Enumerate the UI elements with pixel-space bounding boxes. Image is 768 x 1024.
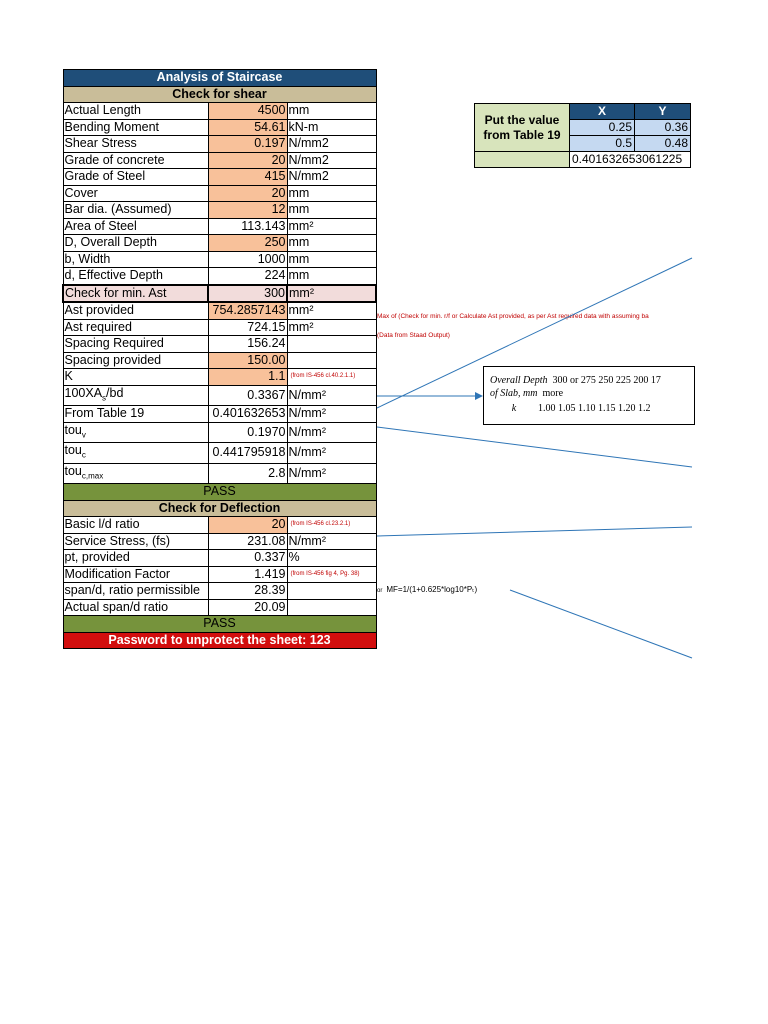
row-label: Ast provided xyxy=(63,302,208,319)
unit-cell: kN-m xyxy=(287,119,376,136)
mod-factor-cell[interactable]: 1.419 xyxy=(208,566,287,583)
k-reference-note: (from IS-456 cl.40.2.1.1) xyxy=(290,373,356,380)
unit-cell: N/mm2 xyxy=(287,169,376,186)
tou-c-cell[interactable]: 0.441795918 xyxy=(208,443,287,464)
unit-cell: mm² xyxy=(287,218,376,235)
unit-cell: mm xyxy=(287,268,376,285)
shear-pass-status: PASS xyxy=(63,484,376,501)
row-label: K xyxy=(63,369,208,386)
pt-label: 100XA xyxy=(64,385,103,400)
grade-steel-cell[interactable]: 415 xyxy=(208,169,287,186)
y-value-cell[interactable]: 0.48 xyxy=(635,136,691,152)
tou-v-cell[interactable]: 0.1970 xyxy=(208,422,287,443)
span-permissible-cell[interactable]: 28.39 xyxy=(208,583,287,600)
row-label: Bar dia. (Assumed) xyxy=(63,202,208,219)
y-value-cell[interactable]: 0.36 xyxy=(635,120,691,136)
service-stress-cell[interactable]: 231.08 xyxy=(208,533,287,550)
ast-note: Max of (Check for min. r/f or Calculate Ast provided, as per Ast required data with assuming ba xyxy=(377,313,649,320)
bar-dia-cell[interactable]: 12 xyxy=(208,202,287,219)
unit-cell: N/mm² xyxy=(287,443,376,464)
pt-label-tail: /bd xyxy=(106,385,124,400)
spacing-required-cell[interactable]: 156.24 xyxy=(208,336,287,353)
unit-cell: N/mm² xyxy=(287,463,376,484)
table19-label: Put the value from Table 19 xyxy=(475,104,570,152)
unit-cell: N/mm² xyxy=(287,533,376,550)
basic-ld-cell[interactable]: 20 xyxy=(208,517,287,534)
ref-row3-head: k xyxy=(511,403,517,414)
area-steel-cell[interactable]: 113.143 xyxy=(208,218,287,235)
tou-cmax-label: tou xyxy=(64,463,82,478)
pt-label-sub: s xyxy=(102,393,107,402)
table19-result-cell[interactable]: 0.401632653061225 xyxy=(570,152,691,168)
unit-cell: N/mm² xyxy=(287,406,376,423)
tou-cmax-cell[interactable]: 2.8 xyxy=(208,463,287,484)
ast-required-cell[interactable]: 724.15 xyxy=(208,319,287,336)
table19-value-cell[interactable]: 0.401632653 xyxy=(208,406,287,423)
pt-cell[interactable]: 0.3367 xyxy=(208,385,287,406)
row-label: Service Stress, (fs) xyxy=(63,533,208,550)
tou-v-label: tou xyxy=(64,422,82,437)
y-header: Y xyxy=(635,104,691,120)
row-label: Modification Factor xyxy=(63,566,208,583)
row-label: Grade of Steel xyxy=(63,169,208,186)
row-label: span/d, ratio permissible xyxy=(63,583,208,600)
row-label: d, Effective Depth xyxy=(63,268,208,285)
deflection-pass-status: PASS xyxy=(63,616,376,633)
unit-cell: N/mm² xyxy=(287,422,376,443)
unit-cell: mm xyxy=(287,251,376,268)
ref-row2-vals: more xyxy=(542,388,564,399)
ast-provided-cell[interactable]: 754.2857143 xyxy=(208,302,287,319)
unit-cell: mm² xyxy=(287,302,376,319)
row-label: D, Overall Depth xyxy=(63,235,208,252)
unit-cell: mm² xyxy=(287,285,376,303)
sheet-title: Analysis of Staircase xyxy=(63,70,376,87)
row-label: Cover xyxy=(63,185,208,202)
row-label: Actual span/d ratio xyxy=(63,599,208,616)
shear-section-header: Check for shear xyxy=(63,86,376,103)
row-label: From Table 19 xyxy=(63,406,208,423)
ld-reference-note: (from IS-456 cl.23.2.1) xyxy=(290,521,351,528)
unit-cell: mm xyxy=(287,103,376,120)
unit-cell: mm xyxy=(287,202,376,219)
unit-cell: N/mm2 xyxy=(287,136,376,153)
k-cell[interactable]: 1.1 xyxy=(208,369,287,386)
ref-row3-vals: 1.00 1.05 1.10 1.15 1.20 1.2 xyxy=(538,403,651,414)
row-label: Actual Length xyxy=(63,103,208,120)
grade-concrete-cell[interactable]: 20 xyxy=(208,152,287,169)
min-ast-cell[interactable]: 300 xyxy=(208,285,287,303)
effective-depth-cell[interactable]: 224 xyxy=(208,268,287,285)
span-actual-cell[interactable]: 20.09 xyxy=(208,599,287,616)
mf-reference-note: (from IS-456 fig 4, Pg. 38) xyxy=(290,570,360,577)
connector-line-table19 xyxy=(377,427,692,467)
tou-c-label: tou xyxy=(64,443,82,457)
row-label: Ast required xyxy=(63,319,208,336)
tou-cmax-sub: c,max xyxy=(81,471,104,480)
x-value-cell[interactable]: 0.25 xyxy=(570,120,635,136)
staad-note: (Data from Staad Output) xyxy=(377,332,450,339)
row-label: Bending Moment xyxy=(63,119,208,136)
unit-cell: mm xyxy=(287,235,376,252)
x-value-cell[interactable]: 0.5 xyxy=(570,136,635,152)
row-label: pt, provided xyxy=(63,550,208,567)
connector-line-k-up xyxy=(377,258,692,408)
x-header: X xyxy=(570,104,635,120)
unit-cell: % xyxy=(287,550,376,567)
row-label: Area of Steel xyxy=(63,218,208,235)
ref-row2-head: of Slab, mm xyxy=(490,388,538,399)
unit-cell: N/mm2 xyxy=(287,152,376,169)
row-label: Spacing Required xyxy=(63,336,208,353)
spacing-provided-cell[interactable]: 150.00 xyxy=(208,352,287,369)
connector-line-mf xyxy=(510,590,692,658)
ref-row1-head: Overall Depth xyxy=(490,375,548,386)
unit-cell: mm xyxy=(287,185,376,202)
unit-cell: N/mm² xyxy=(287,385,376,406)
overall-depth-cell[interactable]: 250 xyxy=(208,235,287,252)
row-label: Spacing provided xyxy=(63,352,208,369)
width-cell[interactable]: 1000 xyxy=(208,251,287,268)
actual-length-cell[interactable]: 4500 xyxy=(208,103,287,120)
row-label: Shear Stress xyxy=(63,136,208,153)
unit-cell: mm² xyxy=(287,319,376,336)
mf-formula: MF=1/(1+0.625*log10*Pₜ) xyxy=(386,585,478,594)
tou-c-sub: c xyxy=(81,450,86,460)
bending-moment-cell[interactable]: 54.61 xyxy=(208,119,287,136)
deflection-section-header: Check for Deflection xyxy=(63,500,376,517)
mf-or-label: or xyxy=(377,588,383,594)
row-label: Basic l/d ratio xyxy=(63,517,208,534)
connector-line-ld xyxy=(377,527,692,536)
password-banner: Password to unprotect the sheet: 123 xyxy=(63,632,376,649)
cover-cell[interactable]: 20 xyxy=(208,185,287,202)
row-label: Grade of concrete xyxy=(63,152,208,169)
min-ast-label: Check for min. Ast xyxy=(63,285,208,303)
ref-row1-vals: 300 or 275 250 225 200 17 xyxy=(552,375,661,386)
shear-stress-cell[interactable]: 0.197 xyxy=(208,136,287,153)
pt-provided-cell[interactable]: 0.337 xyxy=(208,550,287,567)
tou-v-sub: v xyxy=(81,430,86,439)
row-label: b, Width xyxy=(63,251,208,268)
